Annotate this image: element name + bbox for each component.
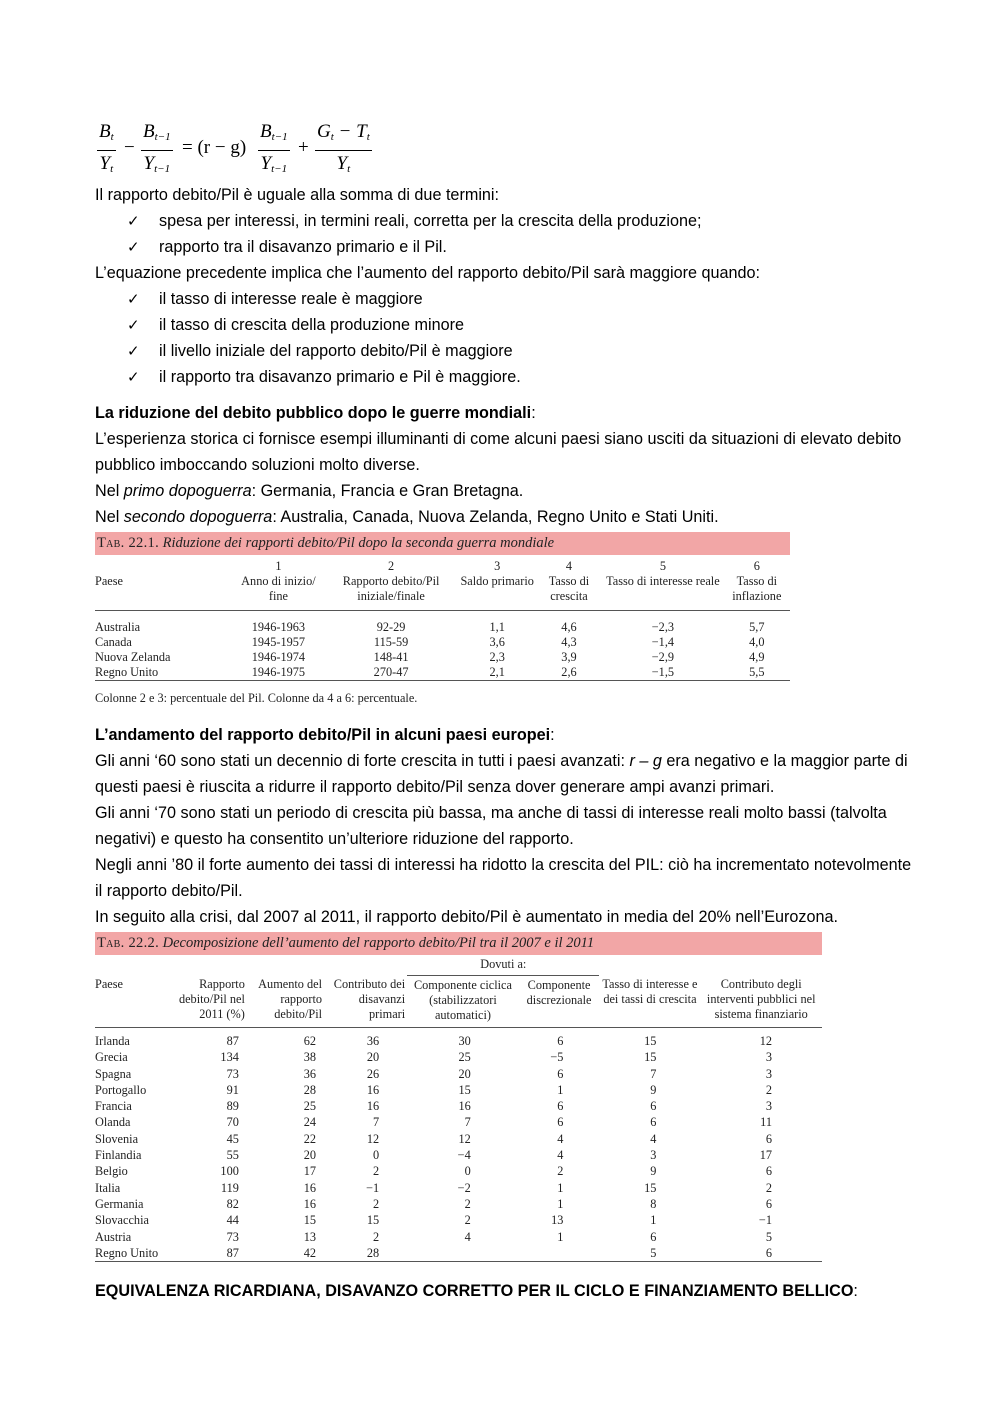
table-row — [95, 1212, 822, 1228]
column-header: Paese — [95, 574, 123, 588]
value-cell: 15 — [644, 1180, 657, 1195]
value-cell: 3 — [765, 1099, 772, 1114]
conditions-list — [95, 286, 915, 390]
value-cell: 28 — [303, 1082, 317, 1097]
column-header: Aumento del rapporto debito/Pil — [258, 977, 323, 1021]
intro-text: Il rapporto debito/Pil è uguale alla somma di due termini: — [95, 186, 500, 204]
country-cell: Regno Unito — [95, 1245, 159, 1260]
table-row — [95, 1066, 822, 1082]
country-cell: Portogallo — [95, 1082, 147, 1097]
primo-dopoguerra-line: Nel primo dopoguerra: Germania, Francia e Gran Bretagna. — [95, 482, 524, 500]
value-cell: 11 — [760, 1115, 772, 1130]
debt-ratio-formula — [95, 120, 915, 182]
group-header: Dovuti a: — [407, 955, 599, 975]
list-item: ✓ il tasso di interesse reale è maggiore — [127, 286, 915, 312]
value-cell: 15 — [458, 1082, 471, 1097]
value-cell: 2 — [464, 1196, 471, 1211]
country-cell: Olanda — [95, 1115, 131, 1130]
table-row — [95, 1163, 822, 1179]
value-cell: 6 — [650, 1229, 657, 1244]
table-caption: Tab. 22.1. Riduzione dei rapporti debito/Pil dopo la seconda guerra mondiale — [95, 532, 790, 555]
table-caption: Tab. 22.2. Decomposizione dell’aumento del rapporto debito/Pil tra il 2007 e il 2011 — [95, 932, 822, 955]
value-cell: 20 — [458, 1066, 471, 1081]
list-item: ✓ il rapporto tra disavanzo primario e Pil è maggiore. — [127, 364, 915, 390]
value-cell: 13 — [551, 1213, 564, 1228]
table-row: Regno Unito 1946-1975 270-47 2,1 2,6 −1,5 5,5 — [95, 665, 790, 681]
column-header: Anno di inizio/ fine — [241, 574, 316, 603]
table-row — [95, 1114, 822, 1130]
column-header: Rapporto debito/Pil nel 2011 (%) — [178, 977, 245, 1021]
value-cell: 73 — [226, 1066, 239, 1081]
list-item: ✓ il tasso di crescita della produzione minore — [127, 312, 915, 338]
value-cell: 36 — [303, 1066, 317, 1081]
value-cell: 2 — [373, 1229, 380, 1244]
column-header: Contributo degli interventi pubblici nel sistema finanziario — [706, 977, 816, 1021]
value-cell: 22 — [303, 1131, 317, 1146]
checkmark-icon: ✓ — [127, 316, 140, 334]
column-header: Tasso di inflazione — [732, 574, 782, 603]
column-number: 2 — [388, 559, 395, 573]
value-cell: 55 — [226, 1148, 239, 1163]
table-note: Colonne 2 e 3: percentuale del Pil. Colonne da 4 a 6: percentuale. — [95, 691, 418, 705]
value-cell: 24 — [303, 1115, 317, 1130]
value-cell: 1 — [557, 1180, 564, 1195]
equals-r-minus-g: = (r − g) — [182, 137, 247, 158]
value-cell: 6 — [557, 1034, 564, 1048]
checkmark-icon: ✓ — [127, 238, 140, 256]
value-cell: 4 — [464, 1229, 471, 1244]
value-cell: 3 — [765, 1066, 772, 1081]
secondo-dopoguerra-line: Nel secondo dopoguerra: Australia, Canada, Nuova Zelanda, Regno Unito e Stati Uniti. — [95, 508, 719, 526]
column-header: Contributo dei disavanzi primari — [333, 977, 406, 1021]
value-cell: 82 — [226, 1196, 239, 1211]
value-cell: −4 — [457, 1148, 471, 1163]
value-cell — [407, 1245, 519, 1262]
section2-paragraph-60s: Gli anni ‘60 sono stati un decennio di forte crescita in tutti i paesi avanzati: r – g era negativo e la maggior parte di questi paesi è riuscita a ridurre il rapporto debito/Pil senza dover generare ampi avanzi primari. — [95, 752, 908, 796]
value-cell: 16 — [303, 1196, 317, 1211]
checkmark-icon: ✓ — [127, 342, 140, 360]
value-cell: 30 — [458, 1034, 471, 1048]
value-cell: 91 — [226, 1082, 239, 1097]
value-cell: 1 — [557, 1196, 564, 1211]
value-cell: 87 — [226, 1245, 239, 1260]
column-header: Tasso di crescita — [548, 574, 590, 603]
country-cell: Spagna — [95, 1066, 132, 1081]
value-cell: 12 — [458, 1131, 471, 1146]
fraction-gt-tt-yt: $\frac{G_t - T_t}{Y_t}$ — [317, 121, 370, 175]
checkmark-icon: ✓ — [127, 212, 140, 230]
column-header: Tasso di interesse reale — [606, 574, 720, 588]
value-cell: 1 — [650, 1213, 657, 1228]
fraction-bt1-yt1: $\frac{B_{t-1}}{Y_{t-1}}$ — [143, 121, 171, 175]
terms-list — [95, 208, 915, 260]
country-cell: Italia — [95, 1180, 121, 1195]
country-cell: Irlanda — [95, 1034, 130, 1048]
value-cell: 45 — [226, 1131, 239, 1146]
value-cell: 3 — [650, 1148, 657, 1163]
value-cell: −2 — [457, 1180, 471, 1195]
table-row — [95, 1131, 822, 1147]
value-cell: 8 — [650, 1196, 657, 1211]
value-cell: 89 — [226, 1099, 239, 1114]
column-header: Tasso di interesse e dei tassi di crescita — [602, 977, 698, 1006]
value-cell: 2 — [765, 1082, 772, 1097]
column-header: Componente ciclica (stabilizzatori automatici) — [413, 977, 512, 1022]
value-cell: 15 — [644, 1034, 657, 1048]
value-cell: 6 — [765, 1196, 772, 1211]
list-item: ✓ il livello iniziale del rapporto debito/Pil è maggiore — [127, 338, 915, 364]
value-cell: 1 — [557, 1082, 564, 1097]
value-cell: 5 — [650, 1245, 657, 1260]
table-row: Nuova Zelanda 1946-1974 148-41 2,3 3,9 −2,9 4,9 — [95, 650, 765, 664]
country-cell: Slovacchia — [95, 1213, 149, 1228]
country-cell: Finlandia — [95, 1148, 142, 1163]
debt-increase-table — [95, 955, 822, 1262]
value-cell: 70 — [226, 1115, 239, 1130]
value-cell: −1 — [366, 1180, 380, 1195]
list-item: ✓ spesa per interessi, in termini reali, corretta per la crescita della produzione; — [127, 208, 915, 234]
table-row — [95, 1180, 822, 1196]
value-cell: 26 — [366, 1066, 380, 1081]
value-cell: 15 — [303, 1213, 317, 1228]
value-cell: 7 — [373, 1115, 380, 1130]
value-cell: 0 — [464, 1164, 471, 1179]
value-cell: 6 — [557, 1115, 564, 1130]
value-cell: 5 — [765, 1229, 772, 1244]
value-cell: 6 — [765, 1245, 772, 1260]
value-cell: −1 — [758, 1213, 772, 1228]
value-cell: 100 — [220, 1164, 239, 1179]
value-cell: 1 — [557, 1229, 564, 1244]
column-header: Paese — [95, 977, 123, 991]
value-cell: 4 — [557, 1131, 564, 1146]
value-cell: 16 — [458, 1099, 471, 1114]
minus-sign: − — [124, 137, 135, 158]
checkmark-icon: ✓ — [127, 368, 140, 386]
table-row — [95, 1082, 822, 1098]
column-number: 4 — [565, 559, 573, 573]
value-cell: 73 — [226, 1229, 239, 1244]
table-row — [95, 1098, 822, 1114]
value-cell: 28 — [366, 1245, 380, 1260]
country-cell: Slovenia — [95, 1131, 139, 1146]
value-cell: 15 — [366, 1213, 380, 1228]
value-cell: 6 — [765, 1164, 772, 1179]
value-cell: 4 — [650, 1131, 657, 1146]
value-cell: 20 — [366, 1050, 380, 1065]
table-row — [95, 1049, 822, 1065]
value-cell — [519, 1245, 600, 1262]
value-cell: 16 — [366, 1082, 380, 1097]
column-number: 3 — [494, 559, 501, 573]
debt-reduction-table — [95, 555, 790, 681]
value-cell: 12 — [366, 1131, 380, 1146]
table-row — [95, 1147, 822, 1163]
value-cell: 4 — [557, 1148, 564, 1163]
document-page — [95, 120, 915, 1304]
value-cell: 25 — [458, 1050, 471, 1065]
column-number: 6 — [753, 559, 760, 573]
country-cell: Grecia — [95, 1050, 128, 1065]
fraction-rhs-bt1-yt1: $\frac{B_{t-1}}{Y_{t-1}}$ — [260, 121, 288, 175]
table-row — [95, 1033, 822, 1049]
value-cell: 2 — [373, 1196, 380, 1211]
column-number — [95, 555, 233, 574]
value-cell: 0 — [373, 1148, 380, 1163]
country-cell: Francia — [95, 1099, 132, 1114]
checkmark-icon: ✓ — [127, 290, 140, 308]
table-row — [95, 1245, 822, 1262]
value-cell: 38 — [303, 1050, 317, 1065]
column-number: 5 — [659, 559, 666, 573]
value-cell: 36 — [366, 1034, 380, 1048]
value-cell: 9 — [650, 1164, 657, 1179]
value-cell: 15 — [644, 1050, 657, 1065]
column-header: Saldo primario — [460, 574, 534, 588]
value-cell: 6 — [557, 1099, 564, 1114]
section2-paragraph-80s: Negli anni ’80 il forte aumento dei tassi di interessi ha ridotto la crescita del PIL: ciò ha incrementato notevolmente il rapporto debito/Pil. — [95, 856, 912, 900]
table-row — [95, 1196, 822, 1212]
value-cell: 6 — [765, 1131, 772, 1146]
value-cell: −5 — [550, 1050, 564, 1065]
value-cell: 44 — [226, 1213, 239, 1228]
value-cell: 12 — [759, 1034, 772, 1048]
section1-paragraph: L’esperienza storica ci fornisce esempi illuminanti di come alcuni paesi siano usciti da situazioni di elevato debito pubblico imboccando soluzioni molto diverse. — [95, 430, 902, 474]
value-cell: 17 — [303, 1164, 317, 1179]
section2-paragraph-70s: Gli anni ‘70 sono stati un periodo di crescita più bassa, ma anche di tassi di interesse reali molto bassi (talvolta negativi) e questo ha consentito un’ulteriore riduzione del rapporto. — [95, 804, 887, 848]
value-cell: 25 — [303, 1099, 317, 1114]
fraction-bt-yt: $\frac{B_t}{Y_t}$ — [99, 121, 114, 175]
column-number: 1 — [275, 559, 282, 573]
value-cell: 87 — [226, 1034, 239, 1048]
plus-sign: + — [298, 137, 309, 158]
value-cell: 6 — [557, 1066, 564, 1081]
value-cell: 16 — [366, 1099, 380, 1114]
country-cell: Austria — [95, 1229, 132, 1244]
country-cell: Germania — [95, 1196, 144, 1211]
value-cell: 3 — [765, 1050, 772, 1065]
table-22-2 — [95, 932, 822, 1262]
table-row: Australia 1946-1963 92-29 1,1 4,6 −2,3 5,7 — [95, 620, 765, 634]
value-cell: 134 — [220, 1050, 239, 1065]
value-cell: 17 — [759, 1148, 772, 1163]
list-item: ✓ rapporto tra il disavanzo primario e il Pil. — [127, 234, 915, 260]
value-cell: 16 — [303, 1180, 317, 1195]
value-cell: 62 — [303, 1034, 317, 1048]
implication-text: L’equazione precedente implica che l’aumento del rapporto debito/Pil sarà maggiore quando: — [95, 264, 761, 282]
value-cell: 2 — [557, 1164, 564, 1179]
value-cell: 119 — [220, 1180, 239, 1195]
section1-heading: La riduzione del debito pubblico dopo le guerre mondiali: — [95, 404, 536, 422]
column-header: Rapporto debito/Pil iniziale/finale — [342, 574, 440, 603]
value-cell: 9 — [650, 1082, 657, 1097]
section3-heading: EQUIVALENZA RICARDIANA, DISAVANZO CORRETTO PER IL CICLO E FINANZIAMENTO BELLICO: — [95, 1282, 858, 1301]
value-cell: 42 — [303, 1245, 317, 1260]
section2-heading: L’andamento del rapporto debito/Pil in alcuni paesi europei: — [95, 726, 555, 744]
value-cell: 7 — [650, 1066, 657, 1081]
value-cell: 6 — [650, 1115, 657, 1130]
table-22-1 — [95, 532, 790, 706]
value-cell: 2 — [373, 1164, 380, 1179]
value-cell: 2 — [464, 1213, 471, 1228]
table-row — [95, 1229, 822, 1245]
section2-paragraph-crisis: In seguito alla crisi, dal 2007 al 2011, il rapporto debito/Pil è aumentato in media del 20% nell’Eurozona. — [95, 908, 838, 926]
value-cell: 7 — [464, 1115, 471, 1130]
value-cell: 20 — [303, 1148, 317, 1163]
value-cell: 2 — [765, 1180, 772, 1195]
value-cell: 6 — [650, 1099, 657, 1114]
table-row: Canada 1945-1957 115-59 3,6 4,3 −1,4 4,0 — [95, 635, 765, 649]
column-header: Componente discrezionale — [526, 977, 592, 1007]
value-cell: 13 — [303, 1229, 317, 1244]
country-cell: Belgio — [95, 1164, 128, 1179]
